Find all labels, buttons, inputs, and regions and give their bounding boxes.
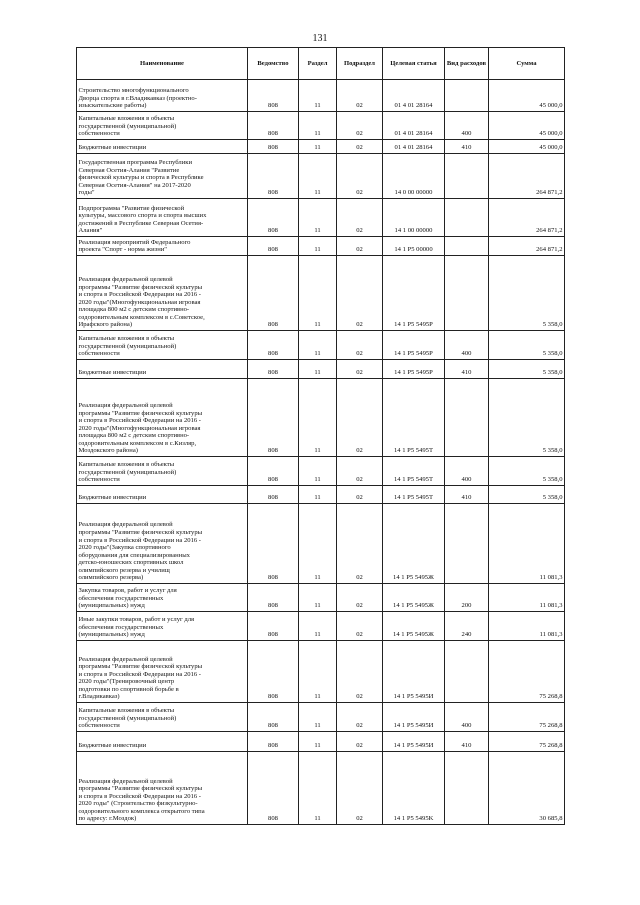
row-department-cell: 808 — [248, 360, 299, 379]
row-subsection-cell: 02 — [337, 752, 383, 825]
row-target-article-cell: 14 1 P5 5495K — [383, 752, 445, 825]
row-name-cell: Бюджетные инвестиции — [77, 486, 248, 504]
column-header-amount: Сумма — [489, 48, 565, 80]
table-row — [77, 457, 565, 486]
row-subsection-cell: 02 — [337, 112, 383, 140]
row-section-cell: 11 — [299, 612, 337, 641]
table-row — [77, 237, 565, 256]
row-expense-type-cell — [445, 199, 489, 237]
table-row — [77, 379, 565, 457]
row-target-article-cell: 14 1 P5 00000 — [383, 237, 445, 256]
row-section-cell: 11 — [299, 360, 337, 379]
page-number: 131 — [312, 33, 328, 44]
row-department-cell: 808 — [248, 256, 299, 331]
row-name-cell: Реализация федеральной целевой программы "Развитие физической культуры и спорта в Российской Федерации на 2016 - 2020 годы"(Многофункциональная игровая площадка 800 м2 с детским спортивно- оздоровительным комплексом в с.Советское, Ирафского района) — [77, 256, 248, 331]
row-amount-cell: 5 358,0 — [489, 486, 565, 504]
row-amount-cell: 5 358,0 — [489, 379, 565, 457]
column-header-name: Наименование — [77, 48, 248, 80]
row-name-cell: Реализация федеральной целевой программы "Развитие физической культуры и спорта в Российской Федерации на 2016 - 2020 годы"(Тренировочный центр подготовки по спортивной борьбе в г.Владикавказ) — [77, 641, 248, 703]
row-subsection-cell: 02 — [337, 140, 383, 154]
row-section-cell: 11 — [299, 752, 337, 825]
row-expense-type-cell — [445, 237, 489, 256]
row-target-article-cell: 14 1 00 00000 — [383, 199, 445, 237]
row-name-cell: Строительство многофункционального Дворца спорта в г.Владикавказ (проектно- изыскательские работы) — [77, 80, 248, 112]
row-expense-type-cell — [445, 379, 489, 457]
row-name-cell: Государственная программа Республики Северная Осетия-Алания "Развитие физической культуры и спорта в Республике Северная Осетия-Алания" на 2017-2020 годы" — [77, 154, 248, 199]
row-amount-cell: 45 000,0 — [489, 80, 565, 112]
row-expense-type-cell: 410 — [445, 140, 489, 154]
row-expense-type-cell: 400 — [445, 703, 489, 732]
row-department-cell: 808 — [248, 80, 299, 112]
row-expense-type-cell: 400 — [445, 112, 489, 140]
table-row — [77, 256, 565, 331]
row-subsection-cell: 02 — [337, 732, 383, 752]
row-expense-type-cell: 410 — [445, 486, 489, 504]
row-name-cell: Капитальные вложения в объекты государственной (муниципальной) собственности — [77, 703, 248, 732]
row-expense-type-cell — [445, 256, 489, 331]
row-target-article-cell: 01 4 01 28164 — [383, 80, 445, 112]
row-department-cell: 808 — [248, 457, 299, 486]
row-department-cell: 808 — [248, 504, 299, 584]
row-section-cell: 11 — [299, 486, 337, 504]
row-department-cell: 808 — [248, 237, 299, 256]
row-amount-cell: 5 358,0 — [489, 331, 565, 360]
row-subsection-cell: 02 — [337, 486, 383, 504]
row-name-cell: Капитальные вложения в объекты государственной (муниципальной) собственности — [77, 457, 248, 486]
row-amount-cell: 30 685,8 — [489, 752, 565, 825]
table-row — [77, 154, 565, 199]
row-target-article-cell: 14 0 00 00000 — [383, 154, 445, 199]
table-row — [77, 612, 565, 641]
row-amount-cell: 5 358,0 — [489, 457, 565, 486]
row-name-cell: Реализация федеральной целевой программы "Развитие физической культуры и спорта в Российской Федерации на 2016 - 2020 годы"(Закупка спортивного оборудования для специализированных детско-юношеских спортивных школ олимпийского резерва и училищ олимпийского резерва) — [77, 504, 248, 584]
row-amount-cell: 75 268,8 — [489, 732, 565, 752]
table-row — [77, 752, 565, 825]
row-expense-type-cell: 410 — [445, 732, 489, 752]
row-section-cell: 11 — [299, 703, 337, 732]
column-header-target-article: Целевая статья — [383, 48, 445, 80]
row-amount-cell: 11 081,3 — [489, 612, 565, 641]
row-department-cell: 808 — [248, 112, 299, 140]
row-amount-cell: 75 268,8 — [489, 641, 565, 703]
row-section-cell: 11 — [299, 504, 337, 584]
row-amount-cell: 45 000,0 — [489, 140, 565, 154]
row-section-cell: 11 — [299, 112, 337, 140]
row-subsection-cell: 02 — [337, 154, 383, 199]
row-expense-type-cell: 400 — [445, 331, 489, 360]
row-target-article-cell: 14 1 P5 5495P — [383, 331, 445, 360]
column-header-section: Раздел — [299, 48, 337, 80]
row-subsection-cell: 02 — [337, 80, 383, 112]
row-name-cell: Реализация мероприятий Федерального проекта "Спорт - норма жизни" — [77, 237, 248, 256]
column-header-subsection: Подраздел — [337, 48, 383, 80]
row-expense-type-cell — [445, 154, 489, 199]
table-row — [77, 732, 565, 752]
row-department-cell: 808 — [248, 732, 299, 752]
row-section-cell: 11 — [299, 641, 337, 703]
table-row — [77, 112, 565, 140]
row-section-cell: 11 — [299, 457, 337, 486]
row-subsection-cell: 02 — [337, 641, 383, 703]
row-name-cell: Капитальные вложения в объекты государственной (муниципальной) собственности — [77, 331, 248, 360]
row-target-article-cell: 01 4 01 28164 — [383, 112, 445, 140]
row-subsection-cell: 02 — [337, 256, 383, 331]
row-target-article-cell: 14 1 P5 5495P — [383, 360, 445, 379]
row-amount-cell: 5 358,0 — [489, 256, 565, 331]
table-row — [77, 199, 565, 237]
row-department-cell: 808 — [248, 486, 299, 504]
row-section-cell: 11 — [299, 256, 337, 331]
row-subsection-cell: 02 — [337, 584, 383, 612]
row-amount-cell: 45 000,0 — [489, 112, 565, 140]
row-target-article-cell: 14 1 P5 5495И — [383, 703, 445, 732]
row-subsection-cell: 02 — [337, 703, 383, 732]
table-row — [77, 486, 565, 504]
row-expense-type-cell — [445, 752, 489, 825]
row-subsection-cell: 02 — [337, 457, 383, 486]
row-subsection-cell: 02 — [337, 612, 383, 641]
row-subsection-cell: 02 — [337, 199, 383, 237]
row-expense-type-cell — [445, 641, 489, 703]
row-target-article-cell: 14 1 P5 5495T — [383, 486, 445, 504]
row-expense-type-cell: 200 — [445, 584, 489, 612]
row-section-cell: 11 — [299, 584, 337, 612]
row-name-cell: Капитальные вложения в объекты государственной (муниципальной) собственности — [77, 112, 248, 140]
table-row — [77, 140, 565, 154]
row-name-cell: Реализация федеральной целевой программы "Развитие физической культуры и спорта в Российской Федерации на 2016 - 2020 годы" (Строительство физкультурно- оздоровительного комплекса открытого типа по адресу: г.Моздок) — [77, 752, 248, 825]
row-section-cell: 11 — [299, 199, 337, 237]
row-department-cell: 808 — [248, 379, 299, 457]
table-row — [77, 703, 565, 732]
row-expense-type-cell: 400 — [445, 457, 489, 486]
table-row — [77, 360, 565, 379]
row-name-cell: Подпрограмма "Развитие физической культуры, массового спорта и спорта высших достижений в Республике Северная Осетия- Алания" — [77, 199, 248, 237]
table-row — [77, 584, 565, 612]
row-subsection-cell: 02 — [337, 237, 383, 256]
row-name-cell: Иные закупки товаров, работ и услуг для обеспечения государственных (муниципальных) нужд — [77, 612, 248, 641]
row-target-article-cell: 14 1 P5 5495T — [383, 379, 445, 457]
row-department-cell: 808 — [248, 612, 299, 641]
row-department-cell: 808 — [248, 331, 299, 360]
row-target-article-cell: 14 1 P5 5495И — [383, 732, 445, 752]
row-target-article-cell: 14 1 P5 5495P — [383, 256, 445, 331]
table-row — [77, 504, 565, 584]
row-target-article-cell: 14 1 P5 5495Ж — [383, 612, 445, 641]
table-row — [77, 641, 565, 703]
row-subsection-cell: 02 — [337, 504, 383, 584]
column-header-department: Ведомство — [248, 48, 299, 80]
row-section-cell: 11 — [299, 237, 337, 256]
row-expense-type-cell — [445, 504, 489, 584]
row-section-cell: 11 — [299, 379, 337, 457]
row-section-cell: 11 — [299, 80, 337, 112]
row-subsection-cell: 02 — [337, 360, 383, 379]
row-department-cell: 808 — [248, 154, 299, 199]
row-section-cell: 11 — [299, 154, 337, 199]
row-target-article-cell: 14 1 P5 5495Ж — [383, 504, 445, 584]
row-name-cell: Бюджетные инвестиции — [77, 360, 248, 379]
column-header-expense-type: Вид расходов — [445, 48, 489, 80]
row-department-cell: 808 — [248, 140, 299, 154]
table-header-row — [77, 48, 565, 80]
row-target-article-cell: 14 1 P5 5495T — [383, 457, 445, 486]
row-expense-type-cell: 240 — [445, 612, 489, 641]
row-section-cell: 11 — [299, 331, 337, 360]
row-section-cell: 11 — [299, 732, 337, 752]
row-department-cell: 808 — [248, 584, 299, 612]
row-amount-cell: 264 871,2 — [489, 237, 565, 256]
row-amount-cell: 11 081,3 — [489, 504, 565, 584]
row-target-article-cell: 14 1 P5 5495И — [383, 641, 445, 703]
row-name-cell: Бюджетные инвестиции — [77, 732, 248, 752]
table-row — [77, 80, 565, 112]
row-department-cell: 808 — [248, 199, 299, 237]
row-target-article-cell: 14 1 P5 5495Ж — [383, 584, 445, 612]
row-subsection-cell: 02 — [337, 379, 383, 457]
row-amount-cell: 264 871,2 — [489, 199, 565, 237]
row-expense-type-cell — [445, 80, 489, 112]
row-amount-cell: 75 268,8 — [489, 703, 565, 732]
row-amount-cell: 5 358,0 — [489, 360, 565, 379]
budget-table — [76, 47, 565, 825]
row-section-cell: 11 — [299, 140, 337, 154]
row-name-cell: Закупка товаров, работ и услуг для обеспечения государственных (муниципальных) нужд — [77, 584, 248, 612]
row-amount-cell: 11 081,3 — [489, 584, 565, 612]
table-row — [77, 331, 565, 360]
row-target-article-cell: 01 4 01 28164 — [383, 140, 445, 154]
row-department-cell: 808 — [248, 752, 299, 825]
row-expense-type-cell: 410 — [445, 360, 489, 379]
row-department-cell: 808 — [248, 641, 299, 703]
row-subsection-cell: 02 — [337, 331, 383, 360]
row-amount-cell: 264 871,2 — [489, 154, 565, 199]
row-name-cell: Бюджетные инвестиции — [77, 140, 248, 154]
row-name-cell: Реализация федеральной целевой программы "Развитие физической культуры и спорта в Российской Федерации на 2016 - 2020 годы"(Многофункциональная игровая площадка 800 м2 с детским спортивно- оздоровительным комплексом в с.Кизляр, Моздокского района) — [77, 379, 248, 457]
row-department-cell: 808 — [248, 703, 299, 732]
